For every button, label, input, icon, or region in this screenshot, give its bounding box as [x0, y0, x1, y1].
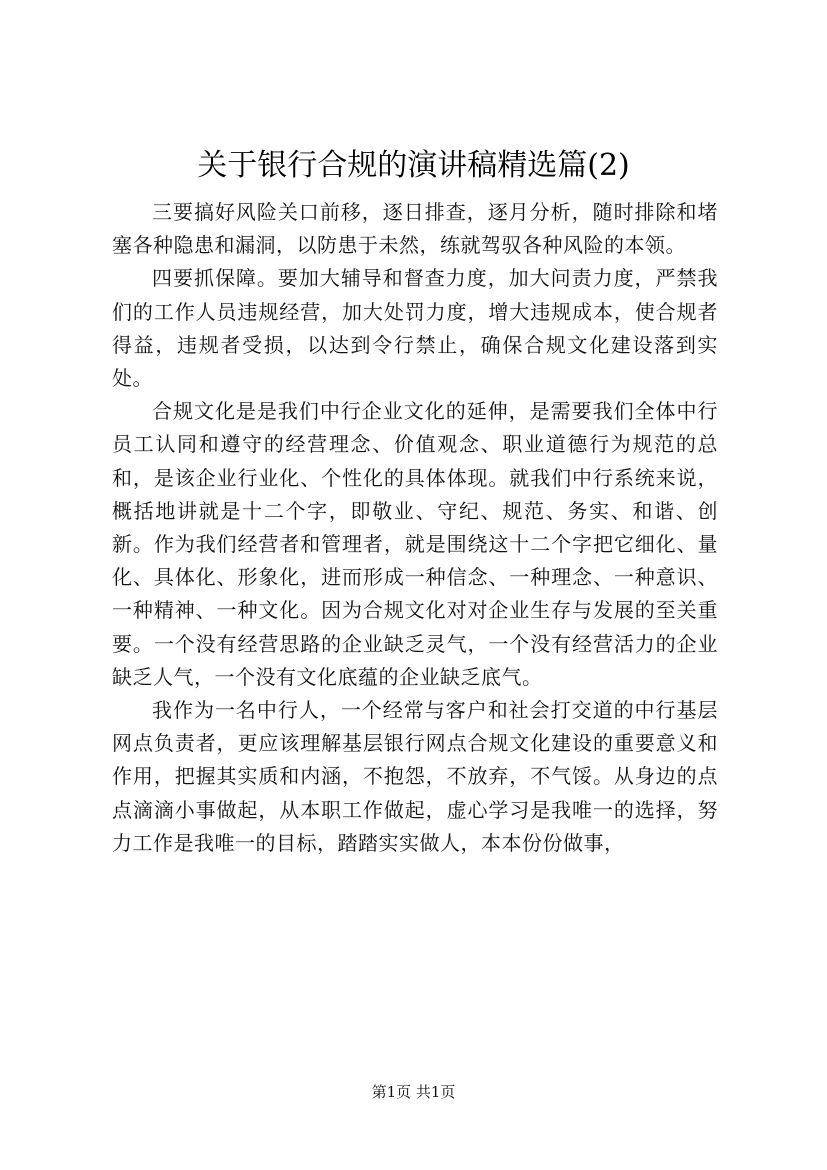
paragraph-3: 合规文化是是我们中行企业文化的延伸，是需要我们全体中行员工认同和遵守的经营理念、价值观念、职业道德行为规范的总和，是该企业行业化、个性化的具体体现。就我们中行系统来说，概括地讲就是十二个字，即敬业、守纪、规范、务实、和谐、创新。作为我们经营者和管理者，就是围绕这十二个字把它细化、量化、具体化、形象化，进而形成一种信念、一种理念、一种意识、一种精神、一种文化。因为合规文化对对企业生存与发展的至关重要。一个没有经营思路的企业缺乏灵气，一个没有经营活力的企业缺乏人气，一个没有文化底蕴的企业缺乏底气。 — [112, 399, 718, 689]
paragraph-1: 三要搞好风险关口前移，逐日排查，逐月分析，随时排除和堵塞各种隐患和漏洞，以防患于未然，练就驾驭各种风险的本领。 — [112, 200, 718, 258]
paragraph-4: 我作为一名中行人，一个经常与客户和社会打交道的中行基层网点负责者，更应该理解基层银行网点合规文化建设的重要意义和作用，把握其实质和内涵，不抱怨，不放弃，不气馁。从身边的点点滴滴小事做起，从本职工作做起，虚心学习是我唯一的选择，努力工作是我唯一的目标，踏踏实实做人，本本份份做事， — [112, 698, 718, 855]
document-title: 关于银行合规的演讲稿精选篇(2) — [197, 148, 630, 183]
page-number-footer: 第1页 共1页 — [371, 1083, 456, 1101]
document-body — [112, 196, 718, 860]
paragraph-2: 四要抓保障。要加大辅导和督查力度，加大问责力度，严禁我们的工作人员违规经营，加大处罚力度，增大违规成本，使合规者得益，违规者受损，以达到令行禁止，确保合规文化建设落到实处。 — [112, 266, 718, 391]
